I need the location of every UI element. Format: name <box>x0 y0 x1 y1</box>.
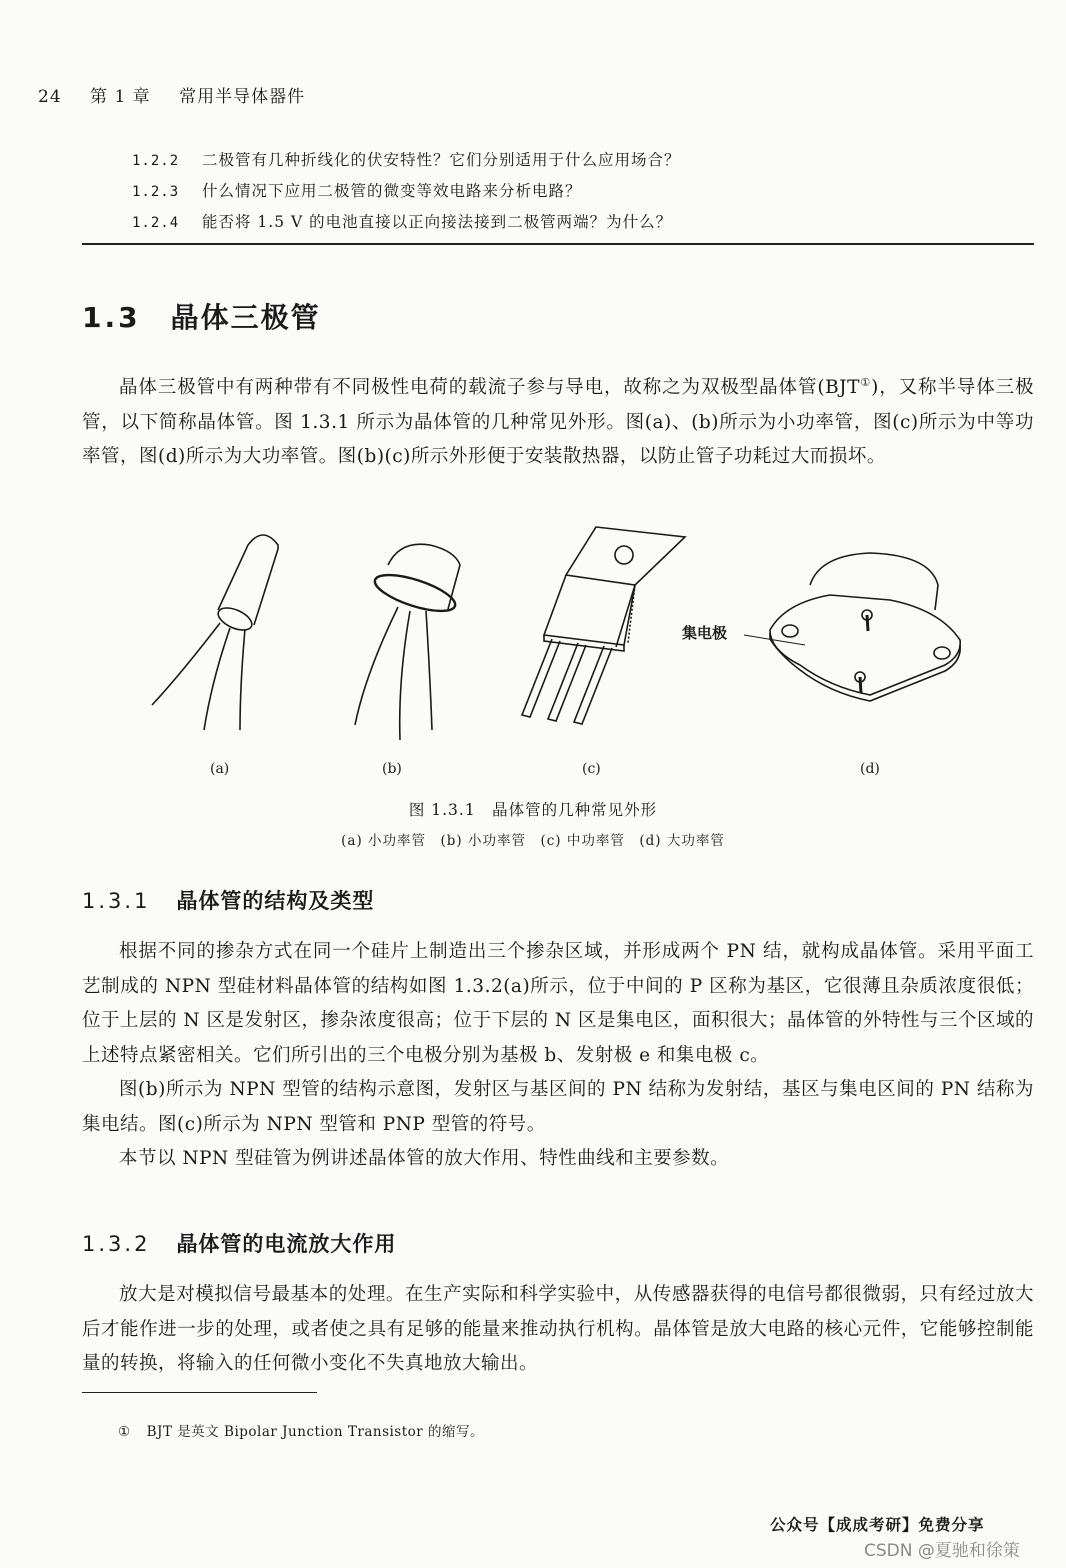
review-question <box>132 148 681 170</box>
figure-label-a: (a) <box>210 761 230 777</box>
promo-text: 公众号【成成考研】免费分享 <box>770 1515 985 1534</box>
subsection-number: 1.3.2 <box>82 1232 151 1256</box>
question-text: 什么情况下应用二极管的微变等效电路来分析电路？ <box>202 182 582 200</box>
chapter-number: 第 1 章 <box>90 87 151 107</box>
subsection-title-text: 晶体管的电流放大作用 <box>176 1231 397 1256</box>
intro-text-a: 晶体三极管中有两种带有不同极性电荷的载流子参与导电，故称之为双极型晶体管(BJT <box>119 377 860 399</box>
review-question <box>132 179 582 201</box>
paragraph: 图(b)所示为 NPN 型管的结构示意图，发射区与基区间的 PN 结称为发射结，基区与集电区间的 PN 结称为集电结。图(c)所示为 NPN 型管和 PNP 型管的符号。 <box>82 1079 1034 1135</box>
page-number: 24 <box>38 87 62 107</box>
section-title-text: 晶体三极管 <box>170 301 321 334</box>
review-question <box>132 210 672 232</box>
paragraph: 根据不同的掺杂方式在同一个硅片上制造出三个掺杂区域，并形成两个 PN 结，就构成晶体管。采用平面工艺制成的 NPN 型硅材料晶体管的结构如图 1.3.2(a)所示，位于中间的 P 区称为基区，它很薄且杂质浓度很低；位于上层的 N 区是发射区，掺杂浓度很高；位于下层的 N 区是集电区，面积很大；晶体管的外特性与三个区域的上述特点紧密相关。它们所引出的三个电极分别为基极 b、发射极 e 和集电极 c。 <box>82 941 1034 1066</box>
footnote-ref: ① <box>859 376 872 389</box>
transistor-a-drawing <box>152 535 278 730</box>
figure-label-c: (c) <box>582 761 601 777</box>
section-divider <box>82 243 1034 245</box>
subsection-number: 1.3.1 <box>82 889 151 913</box>
chapter-title: 常用半导体器件 <box>179 87 306 107</box>
watermark: CSDN @夏驰和徐策 <box>864 1541 1020 1561</box>
footnote-mark: ① <box>118 1424 131 1440</box>
subsection-body <box>82 935 1034 1177</box>
section-number: 1.3 <box>82 301 141 334</box>
paragraph: 放大是对模拟信号最基本的处理。在生产实际和科学实验中，从传感器获得的电信号都很微弱，只有经过放大后才能作进一步的处理，或者使之具有足够的能量来推动执行机构。晶体管是放大电路的核心元件，它能够控制能量的转换，将输入的任何微小变化不失真地放大输出。 <box>82 1284 1034 1374</box>
question-number: 1.2.4 <box>132 215 180 231</box>
paragraph: 本节以 NPN 型硅管为例讲述晶体管的放大作用、特性曲线和主要参数。 <box>119 1148 730 1169</box>
question-number: 1.2.3 <box>132 184 180 200</box>
section-title <box>82 296 321 336</box>
subsection-title-text: 晶体管的结构及类型 <box>176 888 375 913</box>
subsection-title <box>82 1228 396 1258</box>
footnote <box>118 1420 484 1440</box>
figure-1-3-1 <box>130 515 990 785</box>
figure-subcaption: (a) 小功率管 (b) 小功率管 (c) 中功率管 (d) 大功率管 <box>341 833 725 849</box>
intro-text-b: )，又称半导体三极管，以下简称晶体管。图 1.3.1 所示为晶体管的几种常见外形。图(a)、(b)所示为小功率管，图(c)所示为中等功率管，图(d)所示为大功率管。图(b)(c)所示外形便于安装散热器，以防止管子功耗过大而损坏。 <box>82 377 1034 468</box>
question-number: 1.2.2 <box>132 153 180 169</box>
figure-label-d: (d) <box>860 761 880 777</box>
figure-label-b: (b) <box>382 761 402 777</box>
footnote-text: BJT 是英文 Bipolar Junction Transistor 的缩写。 <box>146 1424 485 1440</box>
subsection-body <box>82 1278 1034 1382</box>
running-head <box>38 82 305 107</box>
question-text: 能否将 1.5 V 的电池直接以正向接法接到二极管两端？为什么？ <box>202 213 673 231</box>
collector-label: 集电极 <box>682 624 728 642</box>
figure-caption: 图 1.3.1 晶体管的几种常见外形 <box>408 801 658 819</box>
intro-paragraph <box>82 366 1034 475</box>
footnote-divider <box>82 1392 317 1393</box>
subsection-title <box>82 885 374 915</box>
question-text: 二极管有几种折线化的伏安特性？它们分别适用于什么应用场合？ <box>202 151 681 169</box>
transistor-b-drawing <box>355 544 460 740</box>
transistor-d-drawing <box>744 553 960 701</box>
transistor-c-drawing <box>522 527 685 724</box>
